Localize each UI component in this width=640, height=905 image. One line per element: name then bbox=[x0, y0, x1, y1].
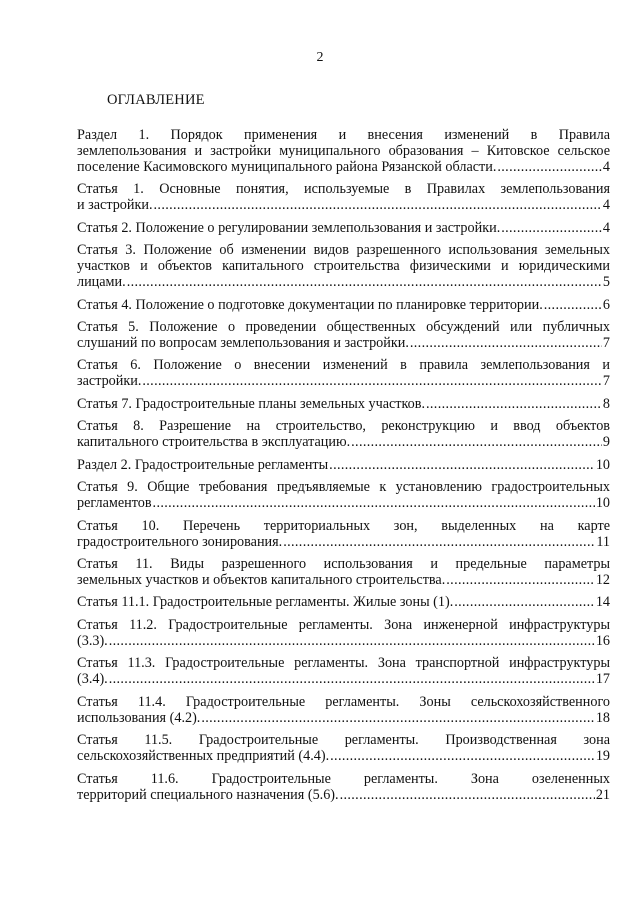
toc-entry-page: 16 bbox=[595, 632, 610, 649]
toc-entry-title: территорий специального назначения (5.6). bbox=[77, 786, 339, 803]
toc-entry-last-line bbox=[77, 336, 610, 352]
toc-entry-title: использования (4.2). bbox=[77, 709, 201, 726]
toc-entry-title: градостроительного зонирования. bbox=[77, 533, 283, 550]
toc-entry-line: Статья 10. Перечень территориальных зон, выделенных на карте bbox=[77, 517, 610, 534]
toc-entry-line: Статья 1. Основные понятия, используемые в Правилах землепользования bbox=[77, 181, 610, 198]
toc-entry-line: Статья 11. Виды разрешенного использования и предельные параметры bbox=[77, 556, 610, 573]
toc-entry-line: Статья 11.4. Градостроительные регламенты. Зоны сельскохозяйственного bbox=[77, 693, 610, 710]
dot-leader bbox=[351, 435, 602, 451]
toc-entry-last-line bbox=[77, 595, 610, 611]
toc-entry[interactable] bbox=[77, 695, 610, 727]
toc-entry-title: капитального строительства в эксплуатацию. bbox=[77, 434, 351, 451]
toc-entry-line: Статья 6. Положение о внесении изменений в правила землепользования и bbox=[77, 357, 610, 374]
toc-entry-last-line bbox=[77, 435, 610, 451]
toc-entry-title: слушаний по вопросам землепользования и застройки. bbox=[77, 334, 409, 351]
toc-entry-page: 7 bbox=[602, 373, 610, 390]
table-of-contents bbox=[77, 128, 610, 810]
dot-leader bbox=[283, 535, 595, 551]
toc-entry-title: (3.3). bbox=[77, 632, 108, 649]
toc-entry[interactable] bbox=[77, 298, 610, 314]
toc-entry[interactable] bbox=[77, 458, 610, 474]
toc-entry-page: 4 bbox=[602, 158, 610, 175]
toc-entry-last-line bbox=[77, 535, 610, 551]
toc-entry-page: 6 bbox=[602, 296, 610, 313]
dot-leader bbox=[153, 496, 595, 512]
toc-entry-page: 11 bbox=[596, 533, 610, 550]
toc-entry-page: 4 bbox=[602, 219, 610, 236]
toc-entry-last-line bbox=[77, 711, 610, 727]
dot-leader bbox=[142, 374, 602, 390]
toc-entry-page: 17 bbox=[595, 671, 610, 688]
toc-entry-last-line bbox=[77, 788, 610, 804]
toc-entry-title: поселение Касимовского муниципального района Рязанской области. bbox=[77, 158, 497, 175]
toc-entry-line: Статья 11.6. Градостроительные регламенты. Зона озелененных bbox=[77, 770, 610, 787]
dot-leader bbox=[501, 221, 602, 237]
dot-leader bbox=[201, 711, 594, 727]
toc-entry-title: Статья 4. Положение о подготовке документации по планировке территории. bbox=[77, 296, 543, 313]
dot-leader bbox=[446, 573, 595, 589]
toc-entry-line: Статья 11.5. Градостроительные регламенты. Производственная зона bbox=[77, 732, 610, 749]
dot-leader bbox=[329, 458, 595, 474]
toc-entry[interactable] bbox=[77, 618, 610, 650]
toc-entry[interactable] bbox=[77, 182, 610, 214]
toc-entry[interactable] bbox=[77, 320, 610, 352]
toc-entry-last-line bbox=[77, 198, 610, 214]
toc-entry-last-line bbox=[77, 298, 610, 314]
toc-entry-last-line bbox=[77, 573, 610, 589]
toc-entry-last-line bbox=[77, 221, 610, 237]
toc-entry-title: Статья 7. Градостроительные планы земельных участков. bbox=[77, 395, 426, 412]
toc-entry-last-line bbox=[77, 275, 610, 291]
toc-entry-page: 10 bbox=[595, 495, 610, 512]
toc-entry-line: Статья 11.3. Градостроительные регламенты. Зона транспортной инфраструктуры bbox=[77, 655, 610, 672]
toc-entry-last-line bbox=[77, 160, 610, 176]
toc-entry-line: Статья 11.2. Градостроительные регламенты. Зона инженерной инфраструктуры bbox=[77, 616, 610, 633]
toc-entry-page: 5 bbox=[602, 274, 610, 291]
toc-entry-line: землепользования и застройки муниципального образования – Китовское сельское bbox=[77, 142, 610, 159]
toc-heading: ОГЛАВЛЕНИЕ bbox=[107, 92, 205, 108]
toc-entry[interactable] bbox=[77, 419, 610, 451]
dot-leader bbox=[497, 160, 602, 176]
toc-entry-page: 19 bbox=[595, 748, 610, 765]
toc-entry-last-line bbox=[77, 672, 610, 688]
toc-entry-line: Статья 5. Положение о проведении общественных обсуждений или публичных bbox=[77, 319, 610, 336]
toc-entry-page: 9 bbox=[602, 434, 610, 451]
toc-entry-line: Статья 8. Разрешение на строительство, реконструкцию и ввод объектов bbox=[77, 418, 610, 435]
toc-entry[interactable] bbox=[77, 397, 610, 413]
toc-entry-title: Статья 2. Положение о регулировании землепользования и застройки. bbox=[77, 219, 501, 236]
dot-leader bbox=[544, 298, 602, 314]
toc-entry-last-line bbox=[77, 634, 610, 650]
toc-entry-title: Статья 11.1. Градостроительные регламенты. Жилые зоны (1). bbox=[77, 594, 454, 611]
toc-entry-title: и застройки. bbox=[77, 197, 153, 214]
toc-entry[interactable] bbox=[77, 358, 610, 390]
dot-leader bbox=[109, 634, 595, 650]
toc-entry[interactable] bbox=[77, 128, 610, 176]
toc-entry-title: регламентов bbox=[77, 495, 152, 512]
toc-entry-page: 14 bbox=[595, 594, 610, 611]
toc-entry-title: сельскохозяйственных предприятий (4.4). bbox=[77, 748, 330, 765]
page-number: 2 bbox=[316, 50, 324, 65]
toc-entry-line: участков и объектов капитального строительства физическими и юридическими bbox=[77, 258, 610, 275]
toc-entry[interactable] bbox=[77, 595, 610, 611]
toc-entry-page: 4 bbox=[602, 197, 610, 214]
toc-entry-last-line bbox=[77, 397, 610, 413]
toc-entry-last-line bbox=[77, 458, 610, 474]
dot-leader bbox=[426, 397, 602, 413]
toc-entry-title: (3.4). bbox=[77, 671, 108, 688]
toc-entry-title: застройки. bbox=[77, 373, 142, 390]
toc-entry[interactable] bbox=[77, 243, 610, 291]
toc-entry-page: 21 bbox=[595, 786, 610, 803]
toc-entry-line: Раздел 1. Порядок применения и внесения изменений в Правила bbox=[77, 127, 610, 143]
toc-entry-title: Раздел 2. Градостроительные регламенты bbox=[77, 456, 329, 473]
toc-entry[interactable] bbox=[77, 221, 610, 237]
toc-entry-line: Статья 3. Положение об изменении видов разрешенного использования земельных bbox=[77, 242, 610, 259]
toc-entry-page: 7 bbox=[602, 334, 610, 351]
toc-entry[interactable] bbox=[77, 656, 610, 688]
toc-entry-line: Статья 9. Общие требования предъявляемые к установлению градостроительных bbox=[77, 479, 610, 496]
toc-entry-page: 8 bbox=[602, 395, 610, 412]
toc-entry-page: 12 bbox=[595, 571, 610, 588]
toc-entry[interactable] bbox=[77, 519, 610, 551]
toc-entry-last-line bbox=[77, 374, 610, 390]
dot-leader bbox=[330, 749, 595, 765]
toc-entry-page: 10 bbox=[595, 456, 610, 473]
toc-entry-page: 18 bbox=[595, 709, 610, 726]
toc-entry[interactable] bbox=[77, 480, 610, 512]
toc-entry-last-line bbox=[77, 496, 610, 512]
toc-entry-title: лицами. bbox=[77, 274, 126, 291]
toc-entry[interactable] bbox=[77, 733, 610, 765]
dot-leader bbox=[109, 672, 595, 688]
dot-leader bbox=[127, 275, 602, 291]
toc-entry[interactable] bbox=[77, 772, 610, 804]
dot-leader bbox=[454, 595, 595, 611]
dot-leader bbox=[154, 198, 602, 214]
dot-leader bbox=[340, 788, 595, 804]
toc-entry-last-line bbox=[77, 749, 610, 765]
toc-entry-title: земельных участков и объектов капитального строительства. bbox=[77, 571, 446, 588]
toc-entry[interactable] bbox=[77, 557, 610, 589]
dot-leader bbox=[410, 336, 602, 352]
